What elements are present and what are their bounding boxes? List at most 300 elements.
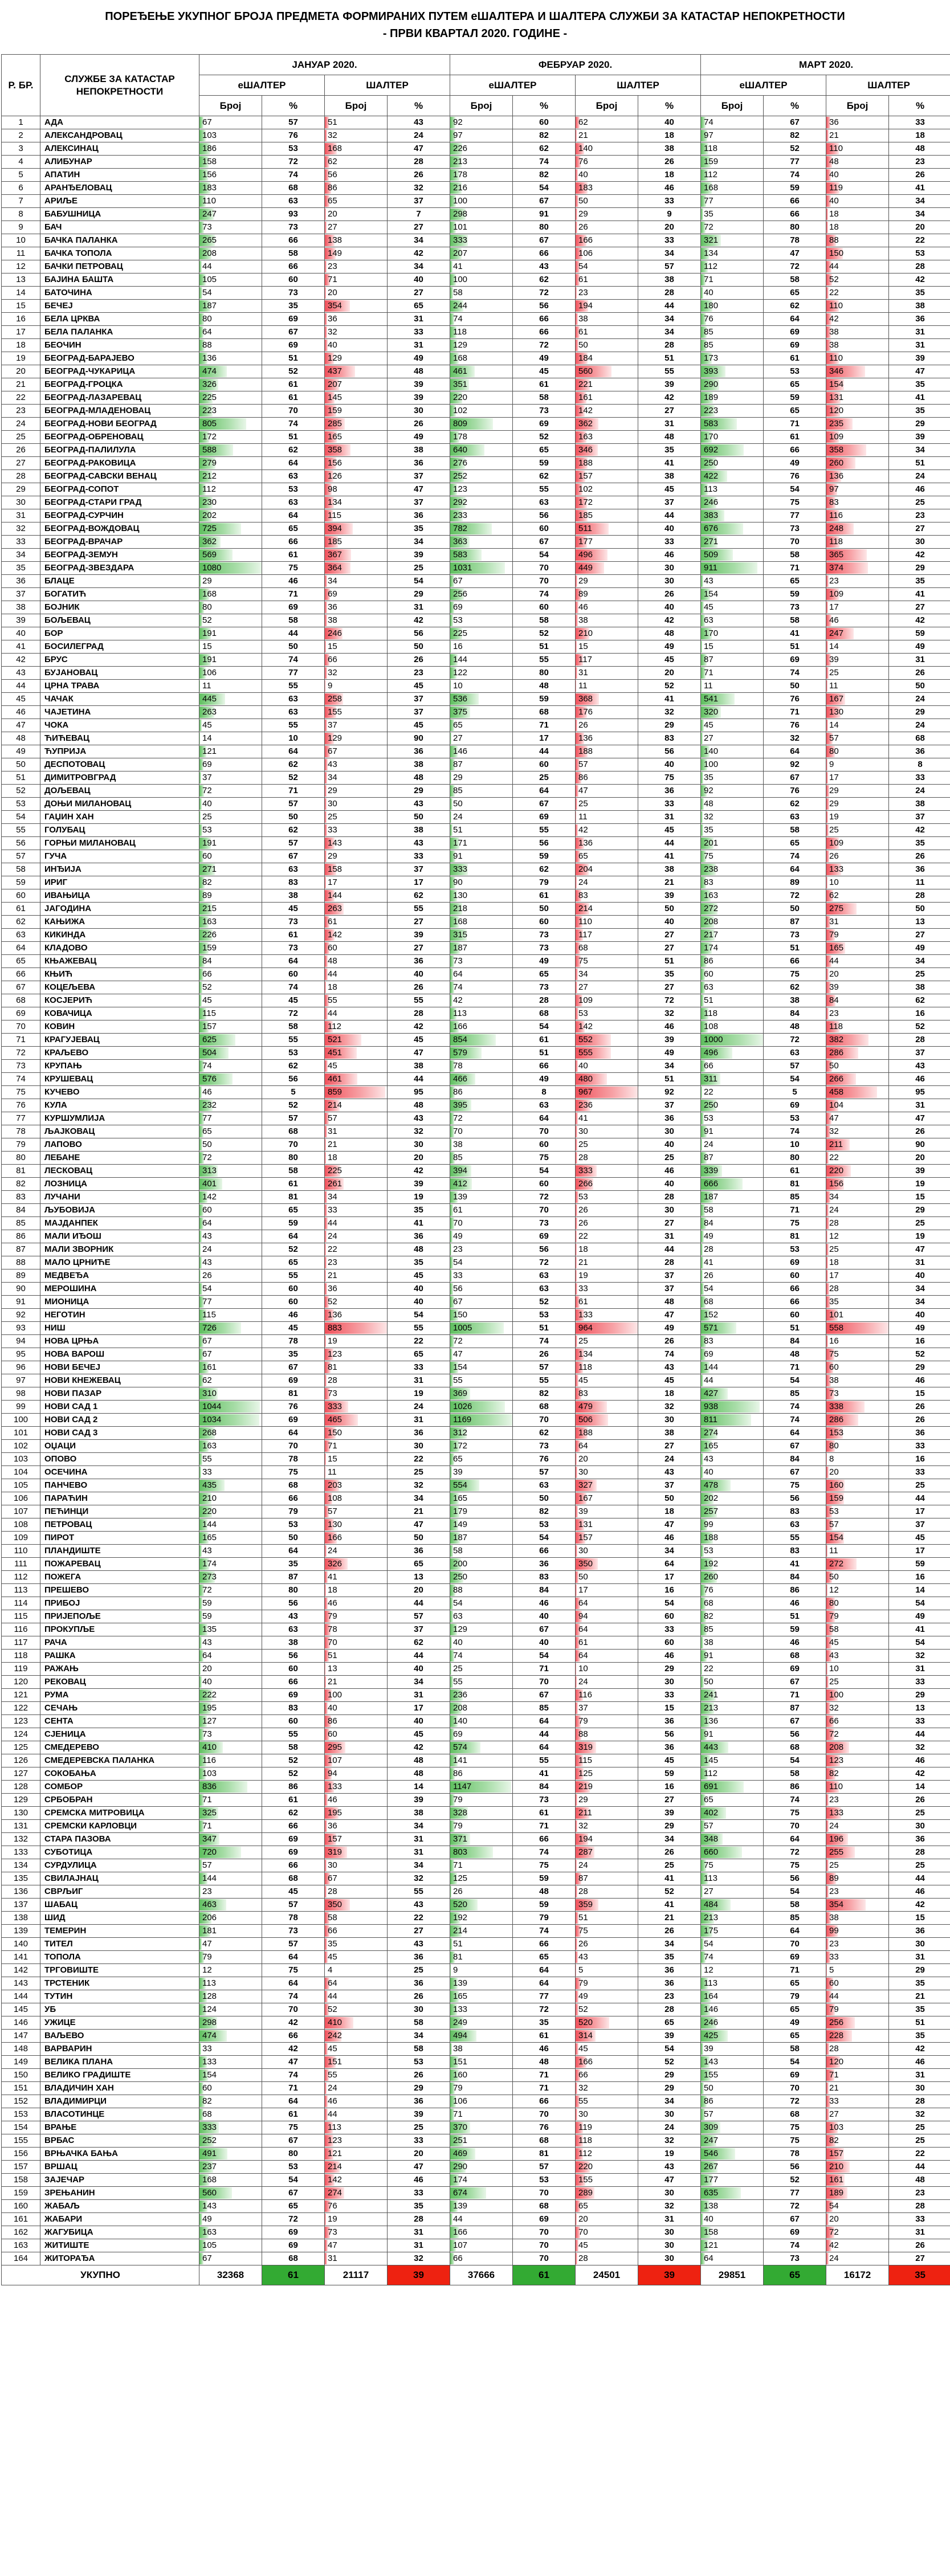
jan-e-count	[199, 352, 262, 365]
office-name: УЖИЦЕ	[40, 2016, 199, 2030]
count-value: 55	[578, 2096, 588, 2106]
mar-s-pct: 48	[889, 142, 950, 156]
row-number: 5	[2, 169, 40, 182]
jan-s-pct: 38	[388, 758, 450, 771]
feb-e-pct: 58	[513, 614, 576, 627]
jan-e-pct: 53	[262, 2161, 325, 2174]
count-value: 811	[704, 1415, 717, 1424]
feb-e-count	[450, 1178, 513, 1191]
mar-s-count	[826, 2121, 889, 2134]
feb-s-count	[576, 129, 638, 142]
mar-e-pct: 62	[764, 981, 826, 994]
header-pct: %	[764, 96, 826, 116]
count-value: 65	[578, 851, 588, 861]
mar-s-pct: 39	[889, 352, 950, 365]
mar-e-count	[701, 1020, 764, 1034]
count-value: 43	[328, 760, 337, 769]
feb-s-count	[576, 405, 638, 418]
count-value: 109	[578, 995, 593, 1005]
office-name: ВРЊАЧКА БАЊА	[40, 2148, 199, 2161]
count-value: 24	[578, 1677, 588, 1687]
mar-e-pct: 49	[764, 2016, 826, 2030]
count-value: 123	[328, 1349, 343, 1359]
mar-e-count	[701, 1650, 764, 1663]
count-value: 142	[202, 1192, 217, 1202]
office-name: ВАРВАРИН	[40, 2043, 199, 2056]
count-value: 23	[829, 1795, 839, 1805]
jan-e-pct: 69	[262, 339, 325, 352]
mar-s-pct: 33	[889, 1440, 950, 1453]
count-value: 53	[453, 615, 463, 625]
mar-e-count	[701, 850, 764, 863]
table-row	[2, 614, 950, 627]
jan-e-pct: 66	[262, 536, 325, 549]
count-value: 83	[704, 1336, 713, 1346]
mar-s-count	[826, 1767, 889, 1781]
office-name: ТИТЕЛ	[40, 1938, 199, 1951]
count-value: 319	[578, 1742, 593, 1752]
jan-s-count	[325, 444, 388, 457]
mar-s-count	[826, 903, 889, 916]
jan-s-pct: 39	[388, 1178, 450, 1191]
jan-s-pct: 48	[388, 1243, 450, 1256]
jan-s-pct: 31	[388, 1846, 450, 1859]
count-value: 249	[453, 2018, 468, 2027]
count-value: 74	[704, 1952, 713, 1962]
mar-s-pct: 16	[889, 1007, 950, 1020]
count-value: 107	[328, 1756, 343, 1765]
count-value: 138	[704, 2201, 719, 2211]
mar-s-count	[826, 1990, 889, 2003]
feb-e-count	[450, 2003, 513, 2016]
count-value: 60	[829, 1978, 839, 1988]
count-value: 314	[578, 2031, 593, 2040]
feb-s-pct: 34	[638, 1545, 701, 1558]
count-value: 60	[328, 943, 337, 953]
row-number: 12	[2, 260, 40, 273]
row-number: 71	[2, 1034, 40, 1047]
count-value: 51	[704, 995, 713, 1005]
feb-e-pct: 64	[513, 785, 576, 798]
count-value: 78	[453, 1061, 463, 1071]
jan-s-count	[325, 1440, 388, 1453]
count-value: 207	[453, 248, 468, 258]
header-feb-salter: ШАЛТЕР	[576, 75, 701, 96]
feb-e-pct: 82	[513, 1505, 576, 1518]
feb-s-count	[576, 916, 638, 929]
mar-e-pct: 77	[764, 2187, 826, 2200]
feb-s-pct: 31	[638, 2213, 701, 2226]
feb-e-count	[450, 1322, 513, 1335]
count-value: 47	[829, 1113, 839, 1123]
count-value: 214	[328, 1100, 343, 1110]
jan-e-pct: 58	[262, 1165, 325, 1178]
table-row	[2, 654, 950, 667]
office-name: ЖАБАЉ	[40, 2200, 199, 2213]
mar-s-pct: 31	[889, 654, 950, 667]
count-value: 143	[202, 2201, 217, 2211]
mar-e-count	[701, 1990, 764, 2003]
feb-e-pct: 40	[513, 1636, 576, 1650]
count-value: 180	[704, 301, 719, 311]
mar-s-pct: 26	[889, 1401, 950, 1414]
count-value: 191	[202, 655, 217, 664]
mar-s-count	[826, 1440, 889, 1453]
jan-s-pct: 58	[388, 2043, 450, 2056]
office-name: НОВИ КНЕЖЕВАЦ	[40, 1374, 199, 1387]
mar-e-count	[701, 2134, 764, 2148]
jan-e-count	[199, 470, 262, 483]
mar-s-count	[826, 863, 889, 876]
table-row	[2, 116, 950, 129]
mar-e-pct: 58	[764, 2043, 826, 2056]
jan-s-pct: 19	[388, 1191, 450, 1204]
mar-s-count	[826, 811, 889, 824]
jan-s-count	[325, 771, 388, 785]
mar-e-count	[701, 1702, 764, 1715]
mar-s-count	[826, 1309, 889, 1322]
count-value: 112	[704, 1769, 717, 1778]
mar-e-count	[701, 1676, 764, 1689]
row-number: 33	[2, 536, 40, 549]
feb-s-count	[576, 994, 638, 1007]
feb-e-count	[450, 693, 513, 706]
feb-e-pct: 70	[513, 2187, 576, 2200]
feb-e-count	[450, 1505, 513, 1518]
feb-e-pct: 69	[513, 2213, 576, 2226]
jan-e-count	[199, 1951, 262, 1964]
mar-s-count	[826, 889, 889, 903]
jan-s-pct: 40	[388, 273, 450, 287]
count-value: 67	[202, 2254, 212, 2263]
feb-e-pct: 60	[513, 916, 576, 929]
feb-s-count	[576, 1715, 638, 1728]
count-value: 32	[829, 1126, 839, 1136]
feb-e-count	[450, 444, 513, 457]
count-value: 260	[829, 458, 844, 468]
mar-e-pct: 41	[764, 1558, 826, 1571]
mar-s-pct: 13	[889, 916, 950, 929]
count-value: 133	[453, 2005, 468, 2014]
mar-s-count	[826, 1650, 889, 1663]
count-value: 625	[202, 1035, 217, 1044]
row-number: 40	[2, 627, 40, 640]
jan-e-count	[199, 1125, 262, 1138]
table-row	[2, 1204, 950, 1217]
count-value: 189	[704, 393, 719, 402]
jan-s-pct: 42	[388, 1165, 450, 1178]
jan-e-count	[199, 719, 262, 732]
feb-e-pct: 70	[513, 1676, 576, 1689]
feb-s-count	[576, 1309, 638, 1322]
jan-e-pct: 57	[262, 1899, 325, 1912]
feb-e-pct: 17	[513, 732, 576, 745]
row-number: 59	[2, 876, 40, 889]
mar-s-count	[826, 1781, 889, 1794]
count-value: 29	[202, 576, 212, 586]
jan-e-pct: 64	[262, 509, 325, 522]
office-name: ВЕЛИКА ПЛАНА	[40, 2056, 199, 2069]
jan-s-pct: 39	[388, 549, 450, 562]
jan-e-pct: 57	[262, 798, 325, 811]
jan-s-count	[325, 1938, 388, 1951]
feb-e-pct: 84	[513, 1584, 576, 1597]
mar-e-pct: 53	[764, 1243, 826, 1256]
mar-s-count	[826, 994, 889, 1007]
count-value: 177	[578, 537, 593, 546]
jan-s-count	[325, 837, 388, 850]
jan-s-pct: 37	[388, 496, 450, 509]
count-value: 17	[328, 877, 337, 887]
count-value: 88	[829, 235, 839, 245]
row-number: 128	[2, 1781, 40, 1794]
count-value: 214	[578, 904, 593, 913]
jan-e-pct: 43	[262, 1610, 325, 1623]
row-number: 111	[2, 1558, 40, 1571]
count-value: 41	[328, 1572, 337, 1582]
jan-s-count	[325, 863, 388, 876]
feb-s-pct: 26	[638, 1846, 701, 1859]
count-value: 168	[704, 183, 719, 193]
count-value: 121	[202, 746, 217, 756]
feb-s-pct: 30	[638, 575, 701, 588]
count-value: 73	[202, 1729, 212, 1739]
table-row	[2, 496, 950, 509]
count-value: 26	[578, 1205, 588, 1215]
jan-e-count	[199, 195, 262, 208]
office-name: МИОНИЦА	[40, 1296, 199, 1309]
count-value: 15	[202, 642, 212, 651]
feb-s-count	[576, 1885, 638, 1899]
mar-e-pct: 71	[764, 1689, 826, 1702]
table-row	[2, 221, 950, 234]
jan-e-pct: 65	[262, 1256, 325, 1269]
jan-s-pct: 17	[388, 876, 450, 889]
jan-s-pct: 38	[388, 444, 450, 457]
feb-s-count	[576, 2082, 638, 2095]
jan-e-pct: 63	[262, 863, 325, 876]
jan-e-pct: 63	[262, 496, 325, 509]
table-row	[2, 2003, 950, 2016]
mar-s-count	[826, 1912, 889, 1925]
count-value: 62	[829, 891, 839, 900]
row-number: 110	[2, 1545, 40, 1558]
jan-s-pct: 34	[388, 234, 450, 247]
mar-e-pct: 75	[764, 1807, 826, 1820]
count-value: 155	[578, 2175, 593, 2185]
count-value: 26	[578, 1939, 588, 1949]
row-number: 92	[2, 1309, 40, 1322]
count-value: 94	[328, 1769, 337, 1778]
count-value: 73	[328, 2227, 337, 2237]
mar-s-pct: 46	[889, 1374, 950, 1387]
jan-s-pct: 47	[388, 142, 450, 156]
mar-e-count	[701, 1086, 764, 1099]
mar-s-pct: 42	[889, 614, 950, 627]
feb-e-count	[450, 1152, 513, 1165]
mar-e-pct: 65	[764, 378, 826, 391]
count-value: 44	[328, 2109, 337, 2119]
jan-s-count	[325, 1558, 388, 1571]
feb-e-pct: 72	[513, 287, 576, 300]
office-name: ПРИБОЈ	[40, 1597, 199, 1610]
feb-e-count	[450, 981, 513, 994]
count-value: 83	[704, 877, 713, 887]
mar-s-pct: 26	[889, 2239, 950, 2252]
count-value: 311	[704, 1074, 717, 1084]
mar-e-count	[701, 2148, 764, 2161]
jan-s-pct: 36	[388, 1977, 450, 1990]
jan-s-count	[325, 2056, 388, 2069]
office-name: НОВА ВАРОШ	[40, 1348, 199, 1361]
jan-e-count	[199, 378, 262, 391]
mar-e-count	[701, 1964, 764, 1977]
count-value: 71	[453, 2109, 463, 2119]
mar-s-count	[826, 1348, 889, 1361]
feb-e-count	[450, 1191, 513, 1204]
office-name: БЕОГРАД-ЛАЗАРЕВАЦ	[40, 391, 199, 405]
count-value: 92	[453, 117, 463, 127]
jan-s-count	[325, 2161, 388, 2174]
table-row	[2, 745, 950, 758]
jan-e-count	[199, 1047, 262, 1060]
jan-s-pct: 13	[388, 1571, 450, 1584]
jan-s-pct: 65	[388, 300, 450, 313]
jan-s-count	[325, 903, 388, 916]
feb-e-count	[450, 260, 513, 273]
jan-e-pct: 64	[262, 1977, 325, 1990]
mar-s-count	[826, 1702, 889, 1715]
mar-e-pct: 67	[764, 1440, 826, 1453]
mar-e-count	[701, 903, 764, 916]
count-value: 511	[578, 524, 592, 533]
mar-s-pct: 25	[889, 1807, 950, 1820]
count-value: 45	[704, 602, 713, 612]
feb-e-pct: 62	[513, 470, 576, 483]
feb-s-count	[576, 509, 638, 522]
jan-e-pct: 73	[262, 916, 325, 929]
mar-e-count	[701, 1309, 764, 1322]
count-value: 410	[202, 1742, 217, 1752]
mar-e-count	[701, 2174, 764, 2187]
feb-e-pct: 49	[513, 352, 576, 365]
mar-e-count	[701, 1597, 764, 1610]
count-value: 422	[704, 471, 719, 481]
row-number: 105	[2, 1479, 40, 1492]
feb-e-count	[450, 431, 513, 444]
jan-s-pct: 48	[388, 365, 450, 378]
mar-s-pct: 31	[889, 2069, 950, 2082]
mar-e-count	[701, 1296, 764, 1309]
jan-s-count	[325, 2134, 388, 2148]
feb-s-count	[576, 1479, 638, 1492]
count-value: 48	[704, 799, 713, 809]
office-name: АПАТИН	[40, 169, 199, 182]
row-number: 81	[2, 1165, 40, 1178]
jan-s-count	[325, 798, 388, 811]
jan-e-count	[199, 1479, 262, 1492]
row-number: 125	[2, 1741, 40, 1754]
table-row	[2, 2252, 950, 2265]
mar-e-pct: 50	[764, 903, 826, 916]
mar-e-count	[701, 955, 764, 968]
office-name: МАЛИ ИЂОШ	[40, 1230, 199, 1243]
mar-e-pct: 74	[764, 169, 826, 182]
row-number: 156	[2, 2148, 40, 2161]
feb-e-pct: 73	[513, 981, 576, 994]
feb-e-pct: 71	[513, 1820, 576, 1833]
count-value: 56	[453, 1284, 463, 1293]
count-value: 80	[202, 602, 212, 612]
count-value: 173	[704, 353, 719, 363]
feb-e-pct: 73	[513, 942, 576, 955]
jan-s-pct: 40	[388, 1663, 450, 1676]
count-value: 51	[328, 1651, 337, 1660]
row-number: 93	[2, 1322, 40, 1335]
feb-s-count	[576, 326, 638, 339]
row-number: 57	[2, 850, 40, 863]
jan-e-count	[199, 1034, 262, 1047]
mar-e-count	[701, 1243, 764, 1256]
row-number: 15	[2, 300, 40, 313]
office-name: КРУШЕВАЦ	[40, 1073, 199, 1086]
count-value: 27	[704, 733, 713, 743]
office-name: ВРАЊЕ	[40, 2121, 199, 2134]
count-value: 66	[328, 655, 337, 664]
count-value: 10	[829, 1664, 839, 1673]
count-value: 97	[829, 484, 839, 494]
mar-e-pct: 58	[764, 549, 826, 562]
jan-s-pct: 31	[388, 313, 450, 326]
mar-s-count	[826, 1977, 889, 1990]
feb-e-count	[450, 313, 513, 326]
office-name: ЦРНА ТРАВА	[40, 680, 199, 693]
row-number: 129	[2, 1794, 40, 1807]
feb-e-pct: 72	[513, 339, 576, 352]
count-value: 478	[704, 1480, 719, 1490]
count-value: 60	[202, 851, 212, 861]
row-number: 8	[2, 208, 40, 221]
count-value: 285	[328, 419, 343, 428]
count-value: 45	[328, 2044, 337, 2054]
office-name: БЛАЦЕ	[40, 575, 199, 588]
office-name: БЕОГРАД-ЧУКАРИЦА	[40, 365, 199, 378]
table-row	[2, 929, 950, 942]
row-number: 45	[2, 693, 40, 706]
table-row	[2, 588, 950, 601]
jan-e-count	[199, 745, 262, 758]
jan-e-pct: 35	[262, 1348, 325, 1361]
table-row	[2, 1623, 950, 1636]
mar-e-pct: 77	[764, 156, 826, 169]
jan-s-count	[325, 522, 388, 536]
feb-s-count	[576, 287, 638, 300]
row-number: 85	[2, 1217, 40, 1230]
office-name: НИШ	[40, 1322, 199, 1335]
count-value: 161	[829, 2175, 844, 2185]
count-value: 14	[202, 733, 212, 743]
count-value: 560	[578, 366, 593, 376]
jan-s-count	[325, 1951, 388, 1964]
count-value: 131	[829, 393, 844, 402]
jan-s-count	[325, 654, 388, 667]
mar-e-pct: 51	[764, 640, 826, 654]
feb-s-count	[576, 1191, 638, 1204]
feb-e-pct: 63	[513, 1269, 576, 1283]
row-number: 78	[2, 1125, 40, 1138]
count-value: 34	[328, 773, 337, 782]
mar-s-count	[826, 601, 889, 614]
